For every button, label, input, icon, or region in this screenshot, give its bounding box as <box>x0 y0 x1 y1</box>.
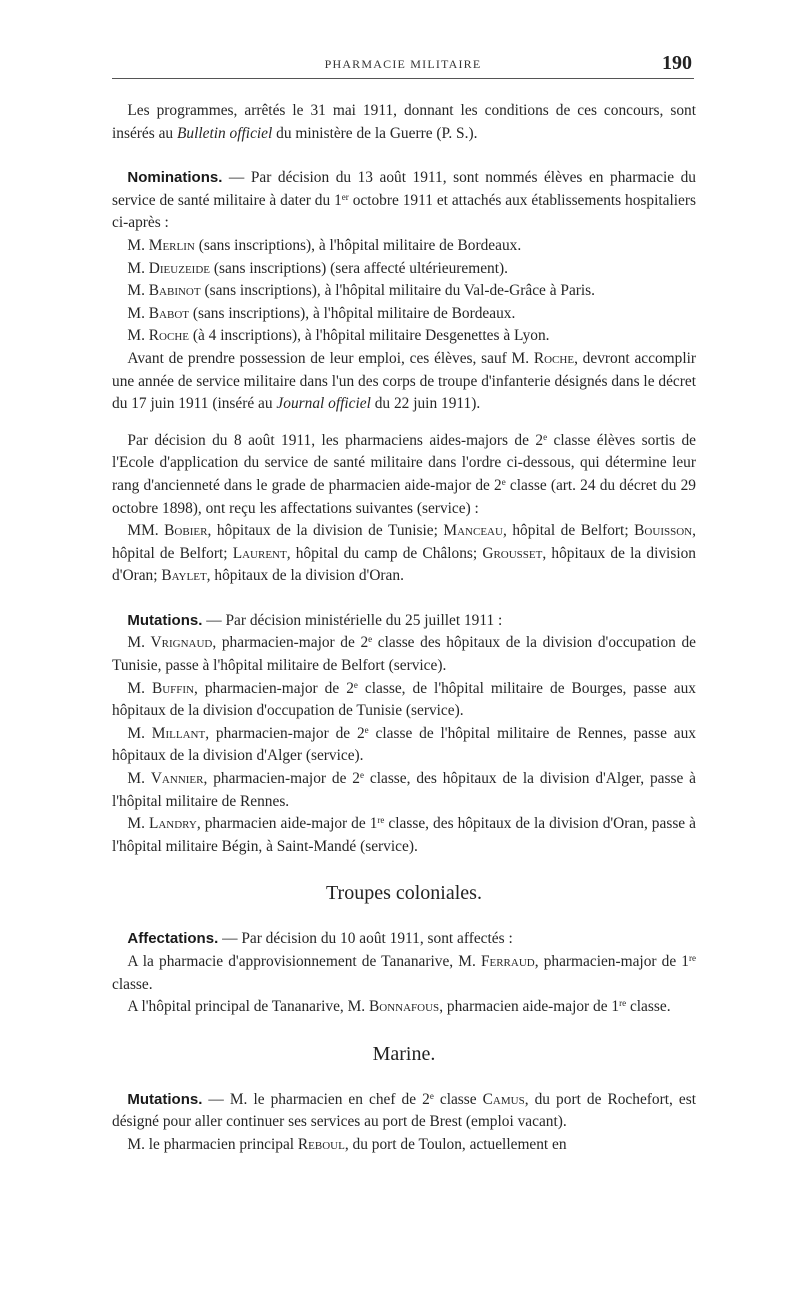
text-run: (sans inscriptions) (sera affecté ultérieurement). <box>210 259 508 277</box>
section-title-troupes-coloniales: Troupes coloniales. <box>326 882 482 905</box>
text-run: — M. le pharmacien en chef de 2 <box>202 1090 430 1108</box>
text-run: classe. <box>626 998 671 1016</box>
person-name: Roche <box>533 349 575 367</box>
text-run: (à 4 inscriptions), à l'hôpital militaire Desgenettes à Lyon. <box>189 327 550 345</box>
journal-title: Journal officiel <box>276 395 371 413</box>
nominations-text: — Par décision du 13 août 1911, sont nommés élèves en pharmacie du service de santé militaire à dater du 1 <box>112 169 696 209</box>
bulletin-title: Bulletin officiel <box>176 124 273 142</box>
person-name: Bonnafous <box>369 998 440 1016</box>
person-name: Grousset <box>482 544 543 562</box>
text-run: classe (art. 24 du décret du 29 octobre 1898), ont reçu les affectations suivantes (service) : <box>112 476 696 517</box>
text-run: classe. <box>112 975 153 993</box>
text-run: classe <box>433 1090 483 1108</box>
text-run: , pharmacien aide-major de 1 <box>439 998 620 1016</box>
mutation-entry <box>112 813 696 858</box>
nominations-text-end: octobre 1911 et attachés aux établissements hospitaliers ci-après : <box>112 191 696 232</box>
text-run: M. <box>127 770 151 788</box>
superscript: re <box>689 953 696 963</box>
text-run: , pharmacien-major de 2 <box>194 679 354 697</box>
affectations-paragraph <box>112 928 696 951</box>
person-name: Babinot <box>148 282 201 300</box>
mutations-paragraph <box>112 610 696 633</box>
text-run: Par décision du 8 août 1911, les pharmaciens aides-majors de 2 <box>127 431 544 449</box>
superscript: e <box>353 679 358 690</box>
text-run: M. <box>127 634 151 652</box>
section-title-marine: Marine. <box>372 1042 436 1065</box>
person-name: Vannier <box>150 770 204 788</box>
running-title: PHARMACIE MILITAIRE <box>324 57 482 71</box>
text-run <box>112 858 696 880</box>
person-name: Baylet <box>161 567 207 585</box>
text-run <box>112 1067 696 1089</box>
text-run <box>112 588 696 610</box>
mutations-heading: Mutations. <box>127 611 203 629</box>
person-name: Bouisson <box>634 522 693 540</box>
text-run: , hôpitaux de la division d'Oran. <box>206 567 404 585</box>
text-run <box>112 906 696 928</box>
text-run: , pharmacien-major de 2 <box>203 770 360 788</box>
intro-text: Les programmes, arrêtés le 31 mai 1911, donnant les conditions de ces concours, sont insérés au <box>112 102 696 142</box>
nomination-entry <box>112 280 696 303</box>
person-name: Reboul <box>297 1135 345 1153</box>
text-run: , hôpitaux de la division de Tunisie; <box>207 522 444 540</box>
affectations-list <box>112 520 696 588</box>
text-run: M. <box>127 259 149 277</box>
superscript: e <box>360 770 364 781</box>
affectation-entry <box>112 996 696 1019</box>
superscript: e <box>501 476 506 487</box>
nomination-entry <box>112 258 696 281</box>
affectations-heading: Affectations. <box>127 930 219 948</box>
text-run: classe élèves sortis de l'Ecole d'application du service de santé militaire dans l'ordre ci-dessous, qui détermine leur rang d'ancienneté dans le grade de pharmacien aide-major de 2 <box>112 431 696 494</box>
text-run: (sans inscriptions), à l'hôpital militaire de Bordeaux. <box>189 304 516 322</box>
marine-mutations-heading: Mutations. <box>127 1090 203 1108</box>
avant-paragraph <box>112 348 696 416</box>
person-name: Dieuzeide <box>148 259 210 277</box>
text-run: A l'hôpital principal de Tananarive, M. <box>127 998 370 1016</box>
text-run: M. <box>127 282 149 300</box>
marine-mutations-paragraph <box>112 1089 696 1134</box>
decision-paragraph <box>112 430 696 520</box>
superscript: re <box>619 998 627 1009</box>
person-name: Babot <box>148 304 189 322</box>
person-name: Bobier <box>164 522 208 540</box>
superscript: er <box>341 191 349 202</box>
text-run: A la pharmacie d'approvisionnement de Tananarive, M. <box>127 953 481 970</box>
text-run: M. <box>127 236 149 254</box>
marine-entry <box>112 1134 696 1157</box>
text-run: (sans inscriptions), à l'hôpital militaire de Bordeaux. <box>194 236 522 254</box>
text-run: — Par décision du 10 août 1911, sont affectés : <box>218 930 513 948</box>
page-number: 190 <box>662 52 692 74</box>
person-name: Roche <box>148 327 189 345</box>
text-run: , pharmacien-major de 2 <box>205 724 365 742</box>
person-name: Manceau <box>443 522 503 540</box>
text-run: classe des hôpitaux de la division d'occupation de Tunisie, passe à l'hôpital militaire de Belfort (service). <box>112 634 696 675</box>
page-body <box>112 100 696 1157</box>
text-run: M. <box>127 724 152 742</box>
affectation-entry <box>112 951 696 996</box>
text-run: — Par décision ministérielle du 25 juillet 1911 : <box>202 611 503 629</box>
text-run <box>112 416 696 430</box>
text-run: , hôpitaux de la division d'Oran; <box>112 544 696 585</box>
text-run: classe de l'hôpital militaire de Rennes, passe aux hôpitaux de la division d'Alger (service). <box>112 724 697 765</box>
text-run: MM. <box>127 522 165 540</box>
mutation-entry <box>112 768 696 813</box>
nominations-heading: Nominations. <box>127 169 223 187</box>
text-run: , du port de Rochefort, est désigné pour aller continuer ses services au port de Brest (emploi vacant). <box>112 1090 696 1131</box>
text-run: M. <box>127 327 149 345</box>
text-run: , hôpital de Belfort; <box>502 522 635 540</box>
text-run: (sans inscriptions), à l'hôpital militaire du Val-de-Grâce à Paris. <box>200 282 596 300</box>
superscript: e <box>543 431 548 442</box>
text-run: , pharmacien-major de 2 <box>212 634 369 652</box>
text-run: , hôpital du camp de Châlons; <box>286 544 483 562</box>
person-name: Laurent <box>232 544 287 562</box>
text-run: M. <box>127 304 149 322</box>
text-run: , pharmacien-major de 1 <box>534 953 689 970</box>
intro-text-end: du ministère de la Guerre (P. S.). <box>272 124 478 142</box>
text-run: , hôpital de Belfort; <box>112 522 696 562</box>
person-name: Merlin <box>148 236 195 254</box>
mutation-entry <box>112 632 696 677</box>
text-run: , du port de Toulon, actuellement en <box>344 1135 567 1153</box>
text-run: M. le pharmacien principal <box>127 1135 298 1153</box>
mutation-entry <box>112 723 696 768</box>
nominations-paragraph <box>112 167 696 235</box>
text-run <box>112 145 696 167</box>
intro-paragraph <box>112 100 696 145</box>
superscript: e <box>429 1090 434 1101</box>
nomination-entry <box>112 325 696 348</box>
person-name: Landry <box>148 815 197 833</box>
superscript: e <box>364 724 369 735</box>
superscript: re <box>377 815 385 826</box>
person-name: Ferraud <box>480 953 535 970</box>
text-run <box>112 1019 696 1041</box>
text-run: , devront accomplir une année de service militaire dans l'un des corps de troupe d'infanterie désignés dans le décret du 17 juin 1911 (inséré au <box>112 349 696 413</box>
running-header <box>112 54 694 79</box>
person-name: Buffin <box>151 679 194 697</box>
superscript: e <box>368 634 373 645</box>
text-run: du 22 juin 1911). <box>370 395 481 413</box>
text-run: Avant de prendre possession de leur emploi, ces élèves, sauf M. <box>127 349 534 367</box>
text-run: classe, des hôpitaux de la division d'Alger, passe à l'hôpital militaire de Rennes. <box>112 770 697 810</box>
nomination-entry <box>112 303 696 326</box>
mutation-entry <box>112 678 696 723</box>
person-name: Vrignaud <box>150 634 213 652</box>
text-run: classe, de l'hôpital militaire de Bourges, passe aux hôpitaux de la division d'occupation de Tunisie (service). <box>112 679 696 720</box>
person-name: Camus <box>482 1090 525 1108</box>
text-run: , pharmacien aide-major de 1 <box>196 815 378 833</box>
text-run: M. <box>127 815 149 833</box>
text-run: classe, des hôpitaux de la division d'Oran, passe à l'hôpital militaire Bégin, à Saint-Mandé (service). <box>112 815 696 855</box>
person-name: Millant <box>151 724 206 742</box>
text-run: M. <box>127 679 152 697</box>
nomination-entry <box>112 235 696 258</box>
